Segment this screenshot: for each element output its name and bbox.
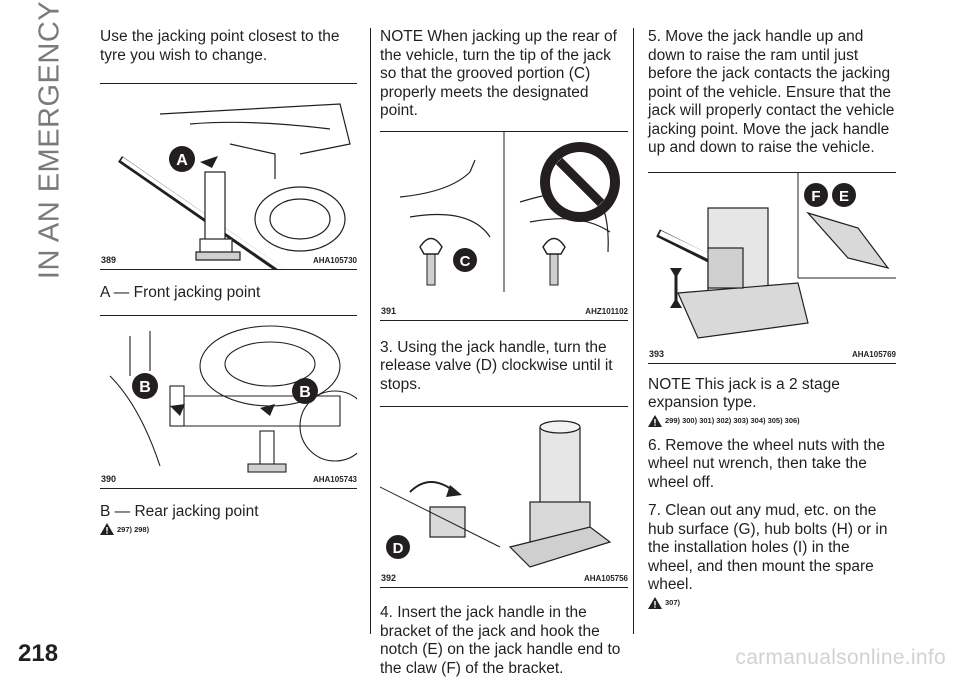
jack-handle-illustration — [648, 173, 896, 363]
note-rear-jacking: NOTE When jacking up the rear of the vehicle, turn the tip of the jack so that the grooved portion (C) properly meets the designated point. — [380, 28, 617, 119]
warning-icon — [648, 415, 662, 427]
warning-reference: 297) 298) — [100, 523, 357, 535]
figure-392 — [380, 406, 628, 588]
page-number: 218 — [18, 640, 59, 667]
svg-text:D: D — [392, 540, 404, 557]
step-5-text: 5. Move the jack handle up and down to raise the ram until just before the jack contacts the jacking point of the vehicle. Ensure that the jack will properly contact the vehicle jacking point. Move the jack handle up and down to raise the vehicle. — [648, 28, 895, 156]
figure-393 — [648, 172, 896, 364]
svg-text:B: B — [139, 378, 151, 396]
column-divider-1 — [370, 28, 371, 634]
step-7-text: 7. Clean out any mud, etc. on the hub surface (G), hub bolts (H) or in the installation holes (I) in the wheel, and then mount the spare wheel. — [648, 502, 888, 593]
warning-icon — [648, 597, 662, 609]
column-divider-2 — [633, 28, 634, 634]
figure-caption: 389 AHA105730 — [101, 255, 357, 265]
svg-text:A: A — [176, 152, 188, 169]
svg-text:E: E — [838, 187, 850, 205]
front-jacking-illustration — [100, 84, 357, 269]
watermark: carmanualsonline.info — [735, 646, 946, 669]
step-4-text: 4. Insert the jack handle in the bracket of the jack and hook the notch (E) on the jack handle end to the claw (F) of the bracket. — [380, 604, 621, 677]
svg-text:F: F — [811, 187, 821, 205]
caption-rear-jacking: B — Rear jacking point — [100, 502, 259, 520]
figure-caption: 392 AHA105756 — [381, 573, 628, 583]
caption-front-jacking: A — Front jacking point — [100, 284, 261, 301]
release-valve-illustration — [380, 407, 628, 587]
step-6-text: 6. Remove the wheel nuts with the wheel nut wrench, then take the wheel off. — [648, 436, 885, 491]
step-3-text: 3. Using the jack handle, turn the release valve (D) clockwise until it stops. — [380, 338, 613, 393]
warning-reference: 307) — [648, 597, 896, 609]
figure-caption: 391 AHZ101102 — [381, 305, 628, 316]
figure-caption: 390 AHA105743 — [101, 473, 357, 484]
warning-icon — [100, 523, 114, 535]
svg-text:B: B — [299, 383, 311, 401]
column-3 — [648, 28, 896, 609]
rear-jacking-illustration — [100, 316, 357, 488]
figure-390 — [100, 315, 357, 489]
figure-391 — [380, 131, 628, 321]
figure-389 — [100, 83, 357, 270]
svg-text:C: C — [459, 252, 471, 270]
section-title: IN AN EMERGENCY — [33, 0, 66, 280]
figure-caption: 393 AHA105769 — [649, 348, 896, 359]
column-1 — [100, 28, 357, 535]
warning-reference: 299) 300) 301) 302) 303) 304) 305) 306) — [648, 415, 896, 427]
jack-tip-illustration — [380, 132, 628, 320]
column-2 — [380, 28, 628, 678]
note-two-stage: NOTE This jack is a 2 stage expansion type. — [648, 375, 840, 411]
intro-text: Use the jacking point closest to the tyre you wish to change. — [100, 28, 340, 64]
